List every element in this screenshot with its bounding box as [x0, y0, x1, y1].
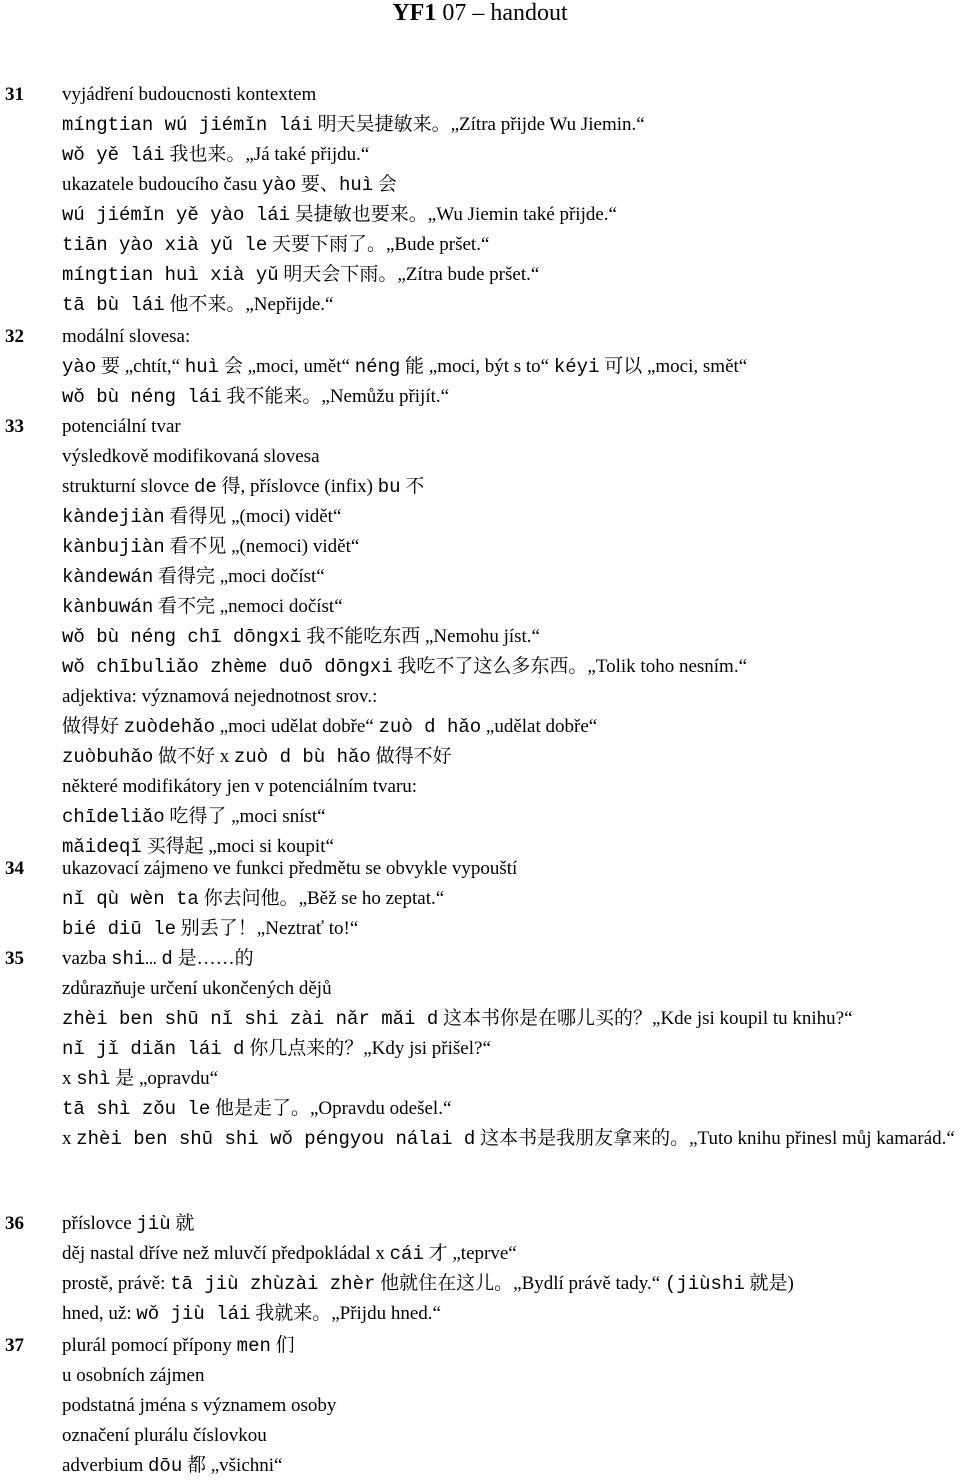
pinyin-text: kànbuwán [62, 596, 154, 618]
line-text: potenciální tvar [62, 416, 181, 437]
pinyin-text: néng [354, 356, 401, 378]
section-number: 37 [5, 1335, 24, 1356]
line-text: hned, už: [62, 1303, 137, 1324]
pinyin-text: dōu [148, 1455, 183, 1477]
line-text: ukazovací zájmeno ve funkci předmětu se obvykle vypouští [62, 858, 518, 879]
line-text: adverbium [62, 1455, 149, 1476]
pinyin-text: wǒ bù néng lái [62, 386, 222, 408]
pinyin-text: tā bù lái [62, 294, 165, 316]
line-text: označení plurálu číslovkou [62, 1425, 267, 1446]
pinyin-text: huì [184, 356, 220, 378]
line-text: 买得起 „moci si koupit“ [141, 836, 334, 857]
text-line [62, 622, 960, 652]
text-line [62, 1391, 960, 1421]
pinyin-text: wǒ yě lái [62, 144, 165, 166]
line-text: 做得不好 [370, 746, 452, 767]
pinyin-text: de [193, 476, 217, 498]
line-text: některé modifikátory jen v potenciálním tvaru: [62, 776, 418, 797]
pinyin-text: yào [261, 174, 297, 196]
text-line [62, 682, 960, 712]
line-text: 天要下雨了。„Bude pršet.“ [267, 234, 490, 255]
pinyin-text: bié diū le [62, 918, 177, 940]
line-text: 要 „chtít,“ [96, 356, 185, 377]
line-text: 我不能来。„Nemůžu přijít.“ [221, 386, 450, 407]
title-rest: 07 – handout [436, 0, 568, 26]
line-text: 吃得了 „moci sníst“ [164, 806, 326, 827]
line-text: 就是) [744, 1273, 794, 1294]
text-line [62, 1361, 960, 1391]
line-text: 他就住在这儿。„Bydlí právě tady.“ [375, 1273, 665, 1294]
text-line [62, 1331, 960, 1361]
text-line [62, 382, 960, 412]
section-number: 35 [5, 948, 24, 969]
text-line [62, 1421, 960, 1451]
pinyin-text: zuòdehǎo [123, 716, 215, 738]
pinyin-text: zuò d bù hǎo [233, 746, 371, 768]
section-number: 36 [5, 1213, 24, 1234]
line-text: 做不好 x [153, 746, 234, 767]
pinyin-text: men [236, 1335, 271, 1357]
line-text: 我也来。„Já také přijdu.“ [164, 144, 370, 165]
line-text: děj nastal dříve než mluvčí předpokládal x [62, 1243, 390, 1264]
section-lines [62, 412, 960, 862]
line-text: 这本书你是在哪儿买的？„Kde jsi koupil tu knihu?“ [438, 1008, 853, 1029]
line-text: 就 [170, 1213, 195, 1234]
line-text: „udělat dobře“ [481, 716, 598, 737]
pinyin-text: zuò d hǎo [378, 716, 482, 738]
text-line [62, 352, 960, 382]
section-number: 32 [5, 326, 24, 347]
line-text: 可以 „moci, smět“ [599, 356, 748, 377]
text-line [62, 110, 960, 140]
text-line [62, 80, 960, 110]
line-text: zdůrazňuje určení ukončených dějů [62, 978, 332, 999]
text-line [62, 1004, 960, 1034]
line-text: 才 „teprve“ [423, 1243, 517, 1264]
line-text: plurál pomocí přípony [62, 1335, 237, 1356]
line-text: 明天吴捷敏来。„Zítra přijde Wu Jiemin.“ [312, 114, 645, 135]
line-text: 吴捷敏也要来。„Wu Jiemin také přijde.“ [290, 204, 617, 225]
line-text: 是 „opravdu“ [110, 1068, 219, 1089]
line-text: u osobních zájmen [62, 1365, 205, 1386]
pinyin-text: wú jiémǐn yě yào lái [62, 204, 291, 226]
page-title [0, 0, 960, 26]
line-text: 别丢了！„Neztrať to!“ [176, 918, 359, 939]
text-line [62, 1124, 960, 1154]
pinyin-text: míngtian huì xià yǔ [62, 264, 279, 286]
section-lines [62, 944, 960, 1154]
text-line [62, 1034, 960, 1064]
text-line [62, 1239, 960, 1269]
text-line [62, 170, 960, 200]
line-text: adjektiva: významová nejednotnost srov.: [62, 686, 378, 707]
line-text: modální slovesa: [62, 326, 191, 347]
pinyin-text: tā shì zǒu le [62, 1098, 211, 1120]
line-text: 要、 [296, 174, 339, 195]
text-line [62, 290, 960, 320]
line-text: 他是走了。„Opravdu odešel.“ [210, 1098, 452, 1119]
section-number: 34 [5, 858, 24, 879]
text-line [62, 472, 960, 502]
line-text: vazba [62, 948, 112, 969]
text-line [62, 652, 960, 682]
pinyin-text: kàndewán [62, 566, 154, 588]
pinyin-text: bu [377, 476, 401, 498]
text-line [62, 802, 960, 832]
line-text: 会 [373, 174, 397, 195]
pinyin-text: nǐ qù wèn ta [62, 888, 199, 910]
text-line [62, 854, 960, 884]
line-text: 能 „moci, být s to“ [400, 356, 554, 377]
line-text: x [62, 1128, 77, 1149]
line-text: 都 „všichni“ [182, 1455, 283, 1476]
text-line [62, 532, 960, 562]
line-text: 我就来。„Přijdu hned.“ [250, 1303, 441, 1324]
text-line [62, 1094, 960, 1124]
text-line [62, 884, 960, 914]
line-text: výsledkově modifikovaná slovesa [62, 446, 320, 467]
text-line [62, 260, 960, 290]
line-text: 你去问他。„Běž se ho zeptat.“ [198, 888, 445, 909]
pinyin-text: wǒ bù néng chī dōngxi [62, 626, 302, 648]
text-line [62, 1209, 960, 1239]
line-text: 看不见 „(nemoci) vidět“ [164, 536, 360, 557]
line-text: 看不完 „nemoci dočíst“ [153, 596, 343, 617]
section-number: 33 [5, 416, 24, 437]
text-line [62, 944, 960, 974]
line-text: 我吃不了这么多东西。„Tolik toho nesním.“ [392, 656, 748, 677]
section-number: 31 [5, 84, 24, 105]
pinyin-text: mǎideqǐ [62, 836, 142, 858]
text-line [62, 322, 960, 352]
text-line [62, 592, 960, 622]
pinyin-text: tā jiù zhùzài zhèr [170, 1273, 376, 1295]
line-text: 们 [270, 1335, 295, 1356]
line-text: příslovce [62, 1213, 137, 1234]
pinyin-text: zhèi ben shū nǐ shi zài nǎr mǎi d [62, 1008, 439, 1030]
section-lines [62, 1331, 960, 1481]
pinyin-text: nǐ jǐ diǎn lái d [62, 1038, 245, 1060]
line-text: 看得完 „moci dočíst“ [153, 566, 325, 587]
pinyin-text: kàndejiàn [62, 506, 165, 528]
section-lines [62, 80, 960, 320]
text-line [62, 442, 960, 472]
line-text: 我不能吃东西 „Nemohu jíst.“ [301, 626, 540, 647]
line-text: x [62, 1068, 77, 1089]
line-text: 看得见 „(moci) vidět“ [164, 506, 342, 527]
line-text: ukazatele budoucího času [62, 174, 262, 195]
text-line [62, 502, 960, 532]
pinyin-text: míngtian wú jiémǐn lái [62, 114, 313, 136]
pinyin-text: wǒ jiù lái [136, 1303, 251, 1325]
line-text: 会 „moci, umět“ [219, 356, 355, 377]
line-text: podstatná jména s významem osoby [62, 1395, 337, 1416]
text-line [62, 742, 960, 772]
line-text: 你几点来的？„Kdy jsi přišel?“ [244, 1038, 491, 1059]
pinyin-text: huì [338, 174, 374, 196]
pinyin-text: jiù [136, 1213, 171, 1235]
line-text: prostě, právě: [62, 1273, 171, 1294]
text-line [62, 1064, 960, 1094]
text-line [62, 712, 960, 742]
text-line [62, 412, 960, 442]
text-line [62, 140, 960, 170]
line-text: „moci udělat dobře“ [214, 716, 379, 737]
pinyin-text: kànbujiàn [62, 536, 165, 558]
pinyin-text: cái [389, 1243, 424, 1265]
pinyin-text: chīdeliǎo [62, 806, 165, 828]
text-line [62, 1269, 960, 1299]
section-lines [62, 322, 960, 412]
section-lines [62, 1209, 960, 1329]
text-line [62, 562, 960, 592]
pinyin-text: zhèi ben shū shi wǒ péngyou nálai d [76, 1128, 476, 1150]
text-line [62, 200, 960, 230]
pinyin-text: shi… [111, 948, 157, 970]
line-text: 他不来。„Nepřijde.“ [164, 294, 334, 315]
pinyin-text: (jiùshi [664, 1273, 745, 1295]
line-text: 这本书是我朋友拿来的。„Tuto knihu přinesl můj kamarád.“ [475, 1128, 955, 1149]
pinyin-text: shì [76, 1068, 111, 1090]
pinyin-text: yào [62, 356, 97, 378]
text-line [62, 1299, 960, 1329]
pinyin-text: d [161, 948, 173, 970]
pinyin-text: zuòbuhǎo [62, 746, 154, 768]
line-text: 明天会下雨。„Zítra bude pršet.“ [278, 264, 540, 285]
title-code: YF1 [392, 0, 437, 26]
text-line [62, 974, 960, 1004]
line-text: 是……的 [172, 948, 254, 969]
text-line [62, 914, 960, 944]
text-line [62, 772, 960, 802]
text-line [62, 230, 960, 260]
text-line [62, 1451, 960, 1481]
line-text: 得, příslovce (infix) [216, 476, 378, 497]
pinyin-text: kéyi [553, 356, 600, 378]
line-text: strukturní slovce [62, 476, 194, 497]
line-text: 做得好 [62, 716, 124, 737]
section-lines [62, 854, 960, 944]
pinyin-text: wǒ chībuliǎo zhème duō dōngxi [62, 656, 393, 678]
line-text: 不 [400, 476, 425, 497]
line-text: vyjádření budoucnosti kontextem [62, 84, 317, 105]
pinyin-text: tiān yào xià yǔ le [62, 234, 268, 256]
